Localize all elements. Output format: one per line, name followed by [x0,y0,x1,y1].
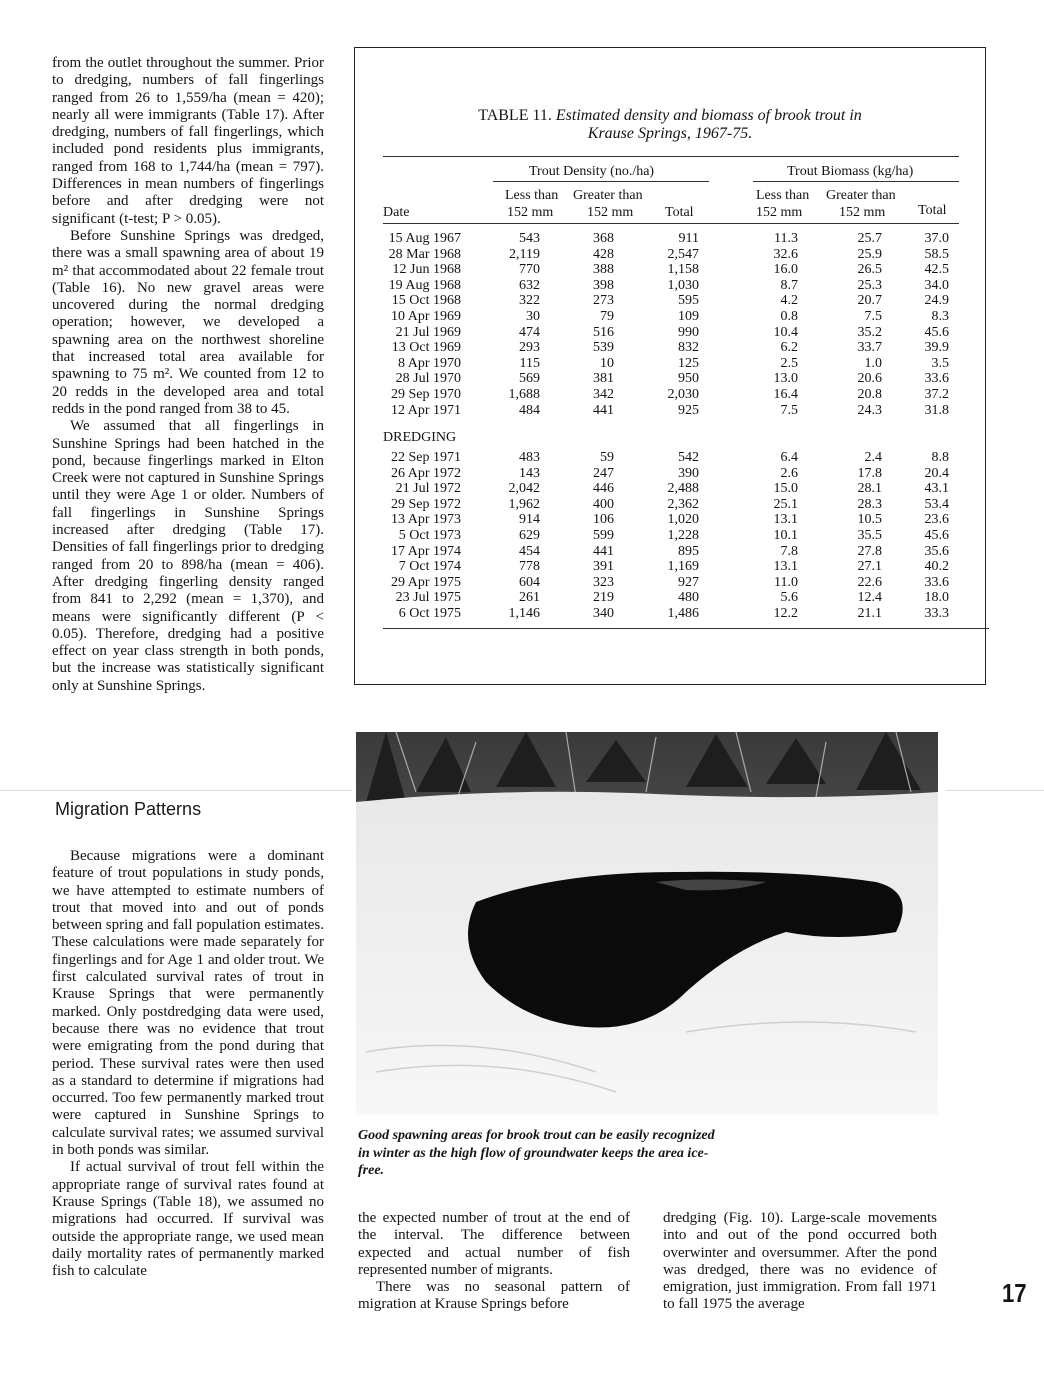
header-less-than: Less than [505,188,559,203]
cell-biomass-greater: 2.4 [864,450,882,465]
cell-density-greater: 446 [593,481,614,497]
cell-biomass-total: 34.0 [924,277,949,293]
cell-density-less: 914 [519,512,540,528]
cell-biomass-less: 2.5 [780,355,798,371]
cell-biomass-total: 45.6 [924,324,949,340]
cell-density-greater: 400 [593,496,614,512]
header-total: Total [918,203,947,218]
cell-density-total: 390 [678,465,699,481]
section-heading: Migration Patterns [55,799,202,819]
cell-biomass-less: 25.1 [773,496,798,512]
cell-biomass-total: 42.5 [924,262,949,278]
cell-density-greater: 441 [593,402,614,418]
cell-biomass-less: 7.8 [780,543,798,559]
cell-density-total: 2,547 [667,246,699,262]
cell-density-total: 1,169 [667,559,699,575]
header-less-than-size: 152 mm [756,205,803,220]
cell-density-less: 543 [519,231,540,246]
header-less-than: Less than [756,188,810,203]
divider [0,790,352,791]
table-title [355,107,985,143]
cell-density-less: 322 [519,293,540,309]
cell-density-total: 1,020 [667,512,699,528]
cell-density-greater: 388 [593,262,614,278]
cell-biomass-less: 6.4 [780,450,798,465]
cell-density-total: 927 [678,574,699,590]
cell-biomass-greater: 35.2 [857,324,882,340]
cell-date: 15 Aug 1967 [388,231,461,246]
cell-density-total: 542 [678,450,699,465]
cell-biomass-total: 37.2 [924,387,949,402]
cell-density-less: 604 [519,574,540,590]
cell-density-total: 911 [678,231,699,246]
cell-density-total: 1,158 [667,262,699,278]
cell-date: 29 Sep 1972 [391,496,461,512]
cell-biomass-total: 39.9 [924,340,949,356]
cell-date: 26 Apr 1972 [391,465,461,481]
cell-density-less: 261 [519,590,540,606]
cell-density-less: 293 [519,340,540,356]
cell-biomass-less: 10.1 [773,528,798,543]
cell-density-total: 925 [678,402,699,418]
table-rule [493,181,709,182]
cell-density-less: 484 [519,402,540,418]
cell-density-greater: 79 [600,309,614,324]
cell-density-greater: 368 [593,231,614,246]
cell-density-total: 595 [678,293,699,309]
paragraph: the expected number of trout at the end of the interval. The difference between expected and actual number of fish represented number of migrants. [358,1210,630,1278]
cell-density-less: 115 [519,355,540,371]
table-rule [383,156,959,157]
cell-date: 21 Jul 1972 [395,481,461,497]
cell-date: 15 Oct 1968 [391,293,461,309]
cell-biomass-total: 37.0 [924,231,949,246]
paragraph: If actual survival of trout fell within the appropriate range of survival rates found at Krause Springs (Table 18), we assumed no migrations had occurred. If survival was outside the appropriate range, we used mean daily mortality rates of permanently marked fish to calculate [52,1159,324,1280]
cell-density-greater: 106 [593,512,614,528]
cell-biomass-total: 20.4 [924,465,949,481]
cell-biomass-greater: 35.5 [857,528,882,543]
cell-biomass-less: 5.6 [780,590,798,606]
cell-density-greater: 273 [593,293,614,309]
cell-date: 12 Apr 1971 [391,402,461,418]
left-column-lower-text [52,848,324,1280]
cell-density-greater: 247 [593,465,614,481]
cell-biomass-total: 58.5 [924,246,949,262]
cell-biomass-less: 32.6 [773,246,798,262]
cell-date: 17 Apr 1974 [391,543,461,559]
header-date: Date [383,205,410,220]
cell-biomass-total: 43.1 [924,481,949,497]
cell-biomass-less: 15.0 [773,481,798,497]
cell-density-greater: 441 [593,543,614,559]
cell-biomass-less: 4.2 [780,293,798,309]
cell-density-less: 632 [519,277,540,293]
cell-date: 13 Oct 1969 [391,340,461,356]
cell-biomass-greater: 10.5 [857,512,882,528]
cell-density-less: 483 [519,450,540,465]
cell-biomass-total: 8.3 [931,309,949,324]
cell-biomass-less: 12.2 [773,606,798,621]
cell-date: 28 Mar 1968 [388,246,461,262]
cell-biomass-less: 11.3 [774,231,798,246]
cell-biomass-less: 0.8 [780,309,798,324]
left-column-text [52,55,324,695]
cell-biomass-greater: 17.8 [857,465,882,481]
cell-date: 12 Jun 1968 [392,262,461,278]
cell-density-greater: 10 [600,355,614,371]
header-total: Total [665,205,694,220]
header-biomass-group: Trout Biomass (kg/ha) [787,164,914,179]
header-density-group: Trout Density (no./ha) [529,164,655,179]
cell-density-total: 125 [678,355,699,371]
cell-density-less: 778 [519,559,540,575]
cell-biomass-less: 16.4 [773,387,798,402]
cell-density-total: 2,362 [667,496,699,512]
dredging-label: DREDGING [383,430,457,445]
cell-biomass-greater: 24.3 [857,402,882,418]
cell-biomass-less: 13.1 [773,512,798,528]
cell-date: 28 Jul 1970 [395,371,461,387]
cell-biomass-less: 10.4 [773,324,798,340]
cell-biomass-total: 31.8 [924,402,949,418]
cell-biomass-less: 16.0 [773,262,798,278]
cell-biomass-greater: 27.1 [857,559,882,575]
cell-biomass-less: 11.0 [774,574,798,590]
cell-density-total: 2,030 [667,387,699,402]
cell-biomass-greater: 20.7 [857,293,882,309]
header-greater-than-size: 152 mm [587,205,634,220]
cell-biomass-total: 35.6 [924,543,949,559]
header-greater-than: Greater than [826,188,896,203]
cell-density-less: 30 [526,309,540,324]
cell-density-less: 143 [519,465,540,481]
cell-density-greater: 539 [593,340,614,356]
cell-biomass-greater: 1.0 [864,355,882,371]
cell-biomass-greater: 22.6 [857,574,882,590]
cell-density-total: 1,228 [667,528,699,543]
cell-biomass-less: 7.5 [780,402,798,418]
cell-date: 21 Jul 1969 [395,324,461,340]
cell-biomass-total: 8.8 [931,450,949,465]
cell-biomass-greater: 12.4 [857,590,882,606]
header-less-than-size: 152 mm [507,205,554,220]
cell-date: 23 Jul 1975 [395,590,461,606]
cell-date: 10 Apr 1969 [391,309,461,324]
cell-density-greater: 599 [593,528,614,543]
cell-density-less: 454 [519,543,540,559]
cell-density-less: 2,042 [508,481,540,497]
cell-biomass-greater: 7.5 [864,309,882,324]
page-number: 17 [1002,1278,1027,1308]
table-11-box [354,47,986,685]
cell-density-greater: 381 [593,371,614,387]
cell-density-greater: 516 [593,324,614,340]
cell-density-total: 2,488 [667,481,699,497]
table-rule [753,181,959,182]
cell-biomass-greater: 25.3 [857,277,882,293]
table-label: TABLE 11. [478,107,552,124]
paragraph: There was no seasonal pattern of migration at Krause Springs before [358,1279,630,1313]
paragraph: from the outlet throughout the summer. Prior to dredging, numbers of fall fingerlings ranged from 26 to 1,559/ha (mean = 420); nearly all were immigrants (Table 17). After dredging, numbers of fall fingerlings, which included pond residents plus immigrants, ranged from 168 to 1,744/ha (mean = 797). Differences in mean numbers of fingerlings before and after dredging were not significant (t-test; P > 0.05). [52,55,324,227]
cell-density-less: 1,146 [508,606,540,621]
cell-biomass-greater: 20.8 [857,387,882,402]
cell-biomass-total: 33.3 [924,606,949,621]
cell-biomass-less: 13.1 [773,559,798,575]
cell-biomass-greater: 33.7 [857,340,882,356]
cell-density-total: 109 [678,309,699,324]
cell-density-total: 1,030 [667,277,699,293]
table-title-line2: Krause Springs, 1967-75. [587,125,753,142]
cell-biomass-total: 3.5 [931,355,949,371]
cell-biomass-total: 24.9 [924,293,949,309]
cell-biomass-total: 45.6 [924,528,949,543]
cell-density-total: 950 [678,371,699,387]
cell-density-less: 770 [519,262,540,278]
divider [946,790,1044,791]
cell-date: 6 Oct 1975 [398,606,461,621]
cell-biomass-total: 18.0 [924,590,949,606]
table-title-line1: Estimated density and biomass of brook trout in [555,107,862,124]
cell-density-total: 832 [678,340,699,356]
photo-caption: Good spawning areas for brook trout can be easily recognized in winter as the high flow of groundwater keeps the area ice-free. [358,1128,715,1178]
cell-density-greater: 59 [600,450,614,465]
cell-biomass-total: 23.6 [924,512,949,528]
cell-date: 13 Apr 1973 [391,512,461,528]
paragraph: We assumed that all fingerlings in Sunshine Springs had been hatched in the pond, because fingerlings marked in Elton Creek were not captured in Sunshine Springs until they were Age 1 or older. Numbers of fall fingerlings in Sunshine Springs increased after dredging (Table 17). Densities of fall fingerlings prior to dredging ranged from 20 to 898/ha (mean = 406). After dredging fingerling density ranged from 841 to 2,292 (mean = 1,370), and means were significantly different (P < 0.05). Therefore, dredging had a positive effect on year class strength in both ponds, but the increase was statistically significant only at Sunshine Springs. [52,418,324,694]
cell-density-greater: 342 [593,387,614,402]
cell-density-greater: 398 [593,277,614,293]
middle-column-text [358,1210,630,1314]
cell-density-less: 629 [519,528,540,543]
cell-density-total: 480 [678,590,699,606]
cell-biomass-greater: 28.3 [857,496,882,512]
cell-biomass-less: 2.6 [780,465,798,481]
snow-pond-illustration [356,732,938,1115]
cell-biomass-less: 13.0 [773,371,798,387]
cell-biomass-greater: 25.9 [857,246,882,262]
paragraph: Before Sunshine Springs was dredged, there was a small spawning area of about 19 m² that accommodated about 22 female trout (Table 16). No new gravel areas were uncovered during the normal dredging operation; however, we developed a spawning area on the northwest shoreline that increased total area available for spawning to 75 m². We counted from 12 to 20 redds in the developed area and total redds in the pond ranged from 38 to 45. [52,227,324,417]
paragraph: dredging (Fig. 10). Large-scale movements into and out of the pond occurred both overwinter and oversummer. After the pond was dredged, there was no evidence of emigration, just immigration. From fall 1971 to fall 1975 the average [663,1210,937,1313]
table-rule [383,223,959,224]
header-greater-than-size: 152 mm [839,205,886,220]
right-column-text [663,1210,937,1314]
cell-biomass-total: 53.4 [924,496,949,512]
cell-biomass-greater: 28.1 [857,481,882,497]
cell-date: 5 Oct 1973 [398,528,461,543]
cell-density-greater: 391 [593,559,614,575]
cell-date: 8 Apr 1970 [398,355,461,371]
cell-density-less: 1,688 [508,387,540,402]
cell-density-greater: 323 [593,574,614,590]
cell-density-total: 1,486 [667,606,699,621]
cell-date: 29 Sep 1970 [391,387,461,402]
pond-winter-photo [356,732,938,1115]
cell-biomass-total: 40.2 [924,559,949,575]
cell-date: 7 Oct 1974 [398,559,461,575]
cell-biomass-greater: 27.8 [857,543,882,559]
cell-density-less: 2,119 [509,246,540,262]
cell-date: 19 Aug 1968 [388,277,461,293]
paragraph: Because migrations were a dominant feature of trout populations in study ponds, we have attempted to estimate numbers of trout that moved into and out of ponds between spring and fall population estimates. These calculations were made separately for fingerlings and for Age 1 and older trout. We first calculated survival rates of trout in Krause Springs that were permanently marked. Only postdredging data were used, because there was no evidence that trout were emigrating from the pond during that period. These survival rates were then used as a standard to determine if migrations had occurred. Too few permanently marked trout were captured in Sunshine Springs to calculate survival rates; we assumed survival in both ponds was similar. [52,848,324,1159]
table-rule [383,628,989,629]
cell-biomass-greater: 21.1 [857,606,882,621]
cell-date: 22 Sep 1971 [391,450,461,465]
cell-density-greater: 219 [593,590,614,606]
cell-biomass-less: 6.2 [780,340,798,356]
cell-biomass-greater: 20.6 [857,371,882,387]
cell-biomass-total: 33.6 [924,574,949,590]
cell-date: 29 Apr 1975 [391,574,461,590]
cell-density-greater: 428 [593,246,614,262]
cell-biomass-greater: 25.7 [857,231,882,246]
header-greater-than: Greater than [573,188,643,203]
cell-biomass-total: 33.6 [924,371,949,387]
cell-density-greater: 340 [593,606,614,621]
cell-density-total: 990 [678,324,699,340]
cell-biomass-greater: 26.5 [857,262,882,278]
cell-density-less: 474 [519,324,540,340]
cell-biomass-less: 8.7 [780,277,798,293]
cell-density-less: 569 [519,371,540,387]
cell-density-total: 895 [678,543,699,559]
cell-density-less: 1,962 [508,496,540,512]
